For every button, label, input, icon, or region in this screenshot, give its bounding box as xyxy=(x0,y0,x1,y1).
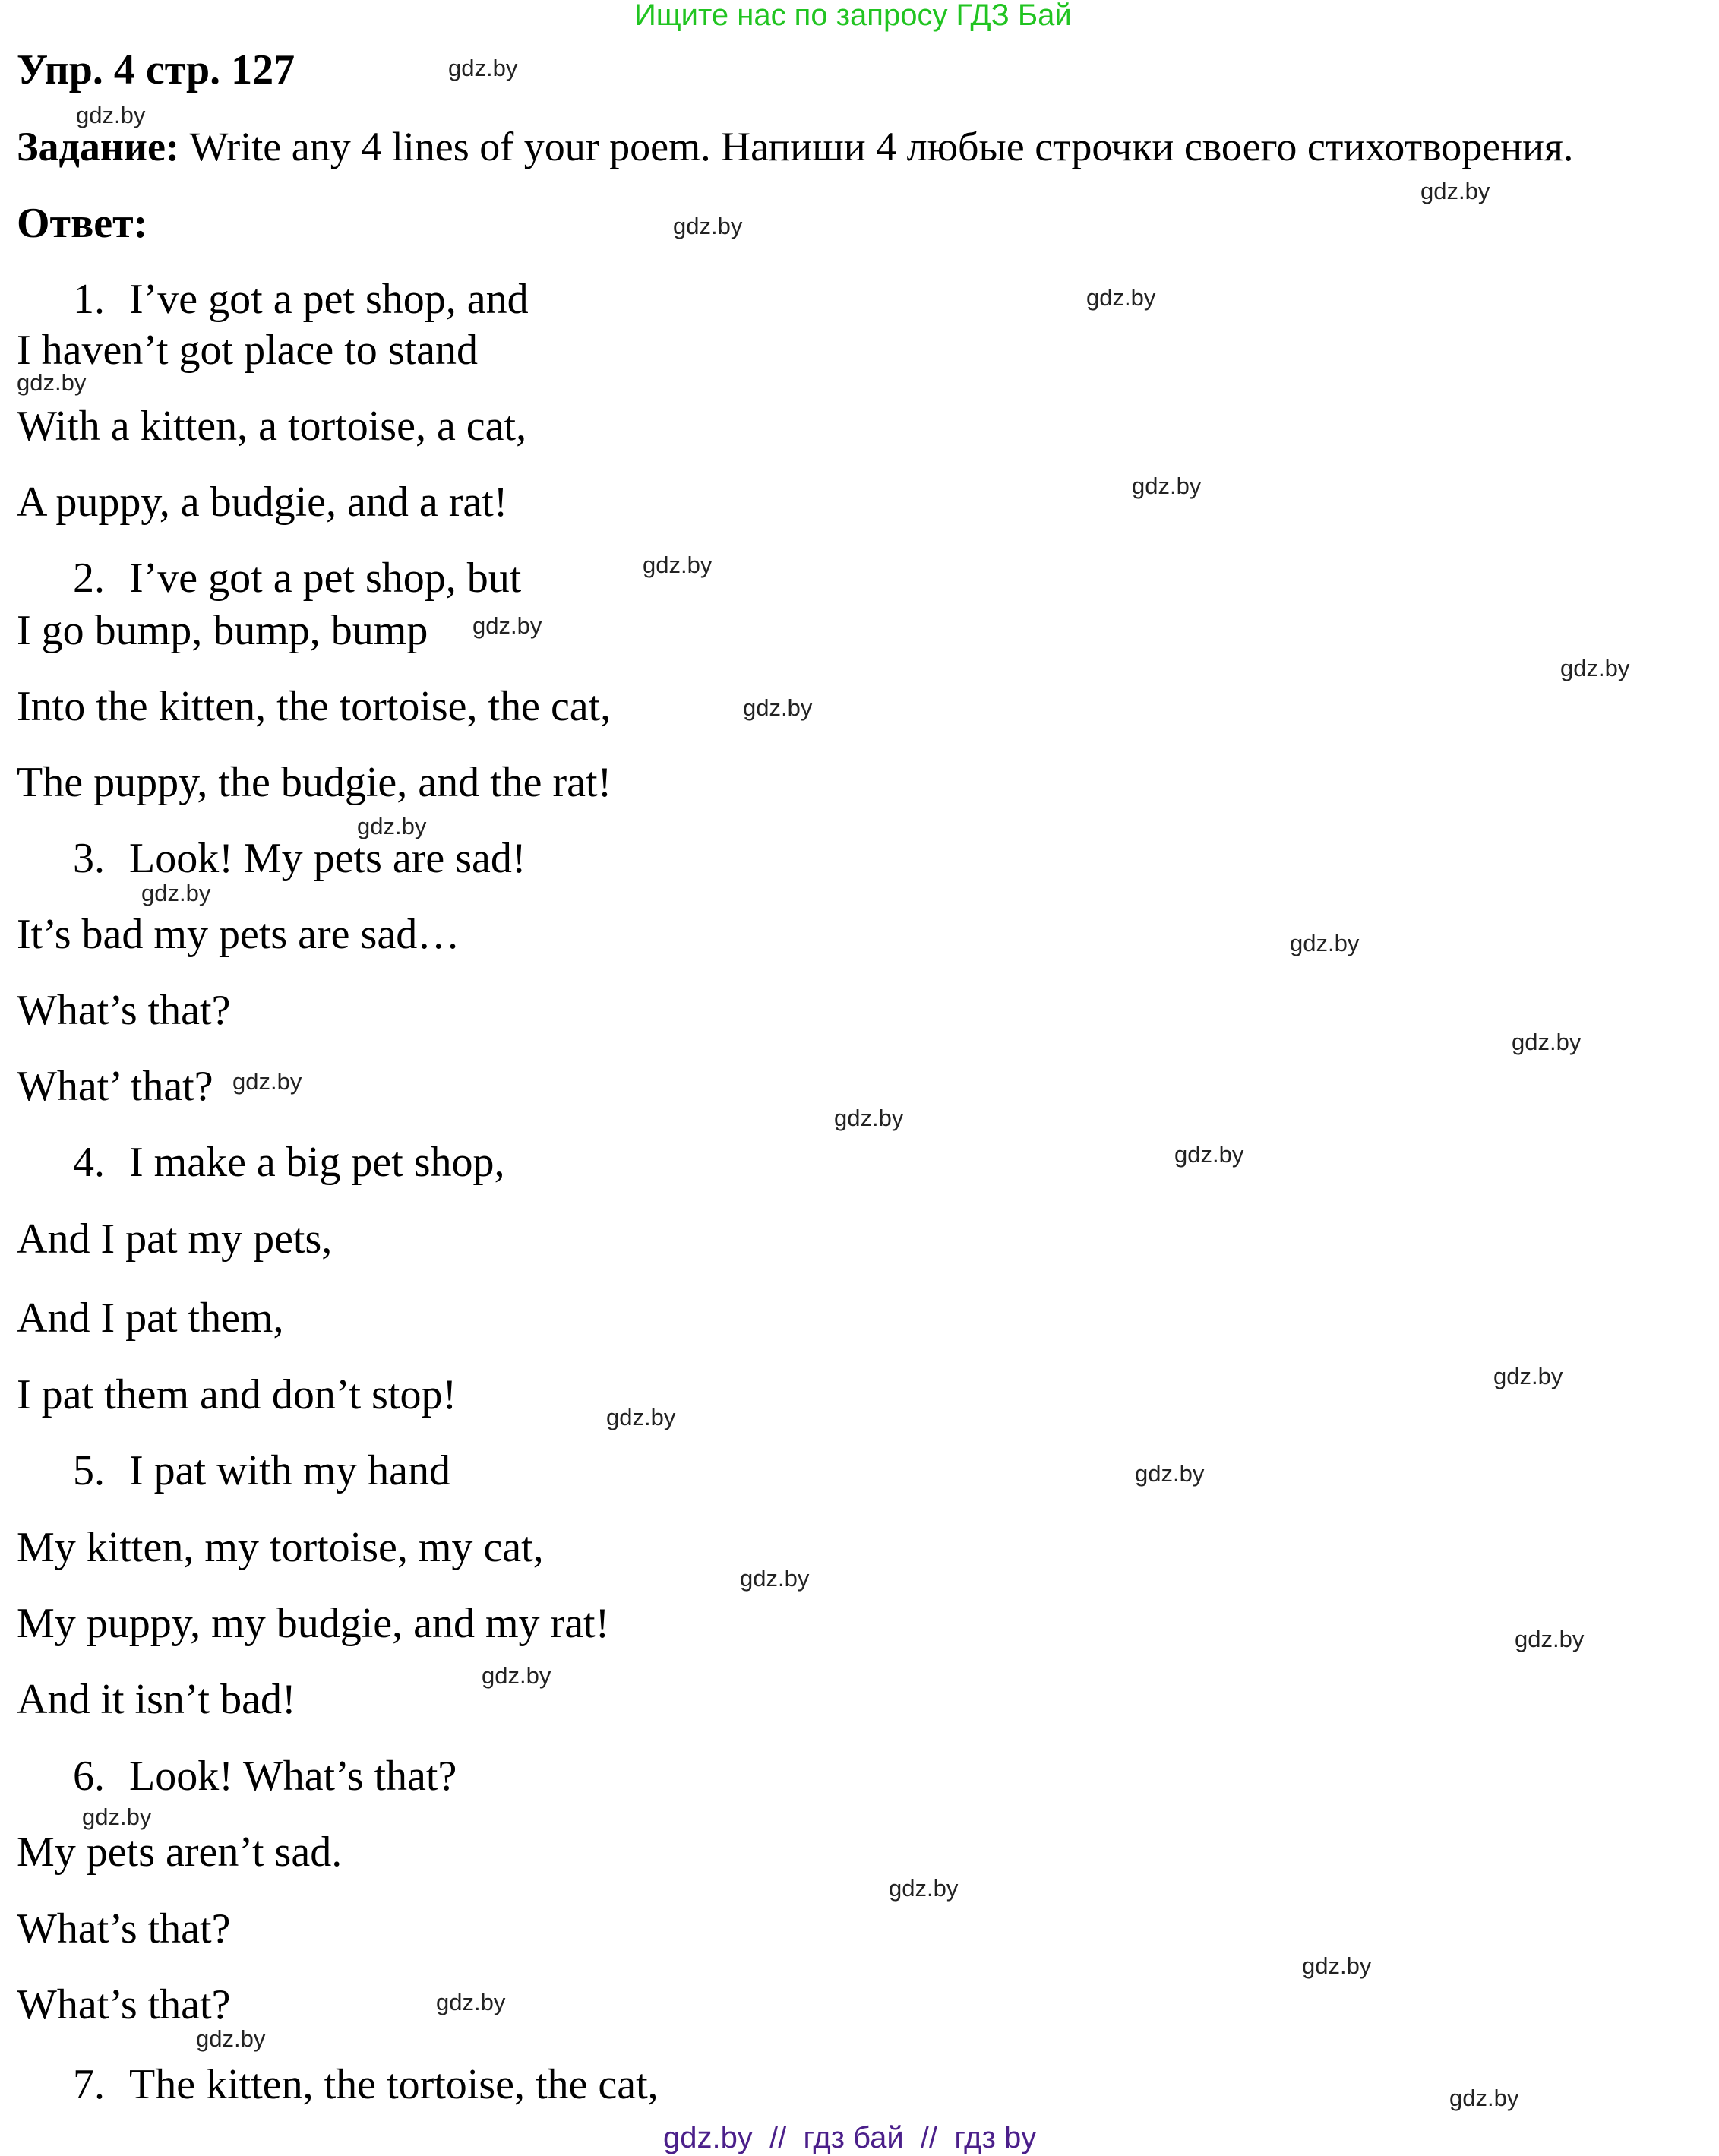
watermark: gdz.by xyxy=(196,2025,266,2052)
watermark: gdz.by xyxy=(1449,2085,1519,2111)
poem-line: The kitten, the tortoise, the cat, xyxy=(129,2061,659,2108)
watermark: gdz.by xyxy=(606,1404,676,1430)
watermark: gdz.by xyxy=(834,1105,904,1131)
stanza-7-number: 7. xyxy=(73,2061,105,2108)
poem-line: Look! My pets are sad! xyxy=(129,835,526,882)
watermark: gdz.by xyxy=(1560,655,1630,681)
stanza-5-line-1 xyxy=(73,1449,450,1492)
watermark: gdz.by xyxy=(472,612,542,639)
stanza-2-line-1 xyxy=(73,555,522,602)
answer-label: Ответ: xyxy=(17,200,148,247)
stanza-3-line-1 xyxy=(73,837,526,880)
watermark: gdz.by xyxy=(1135,1460,1205,1487)
stanza-6-number: 6. xyxy=(73,1753,105,1800)
watermark: gdz.by xyxy=(673,213,743,239)
poem-line: I pat with my hand xyxy=(129,1447,451,1494)
stanza-1-line-1 xyxy=(73,278,529,321)
stanza-5-line-4: And it isn’t bad! xyxy=(17,1676,296,1723)
watermark: gdz.by xyxy=(1515,1626,1585,1652)
stanza-3-line-3: What’s that? xyxy=(17,987,231,1034)
stanza-7-line-1 xyxy=(73,2063,659,2106)
watermark: gdz.by xyxy=(76,102,146,128)
watermark: gdz.by xyxy=(482,1662,551,1689)
watermark: gdz.by xyxy=(1302,1952,1372,1979)
watermark: gdz.by xyxy=(889,1875,959,1902)
stanza-4-line-2: And I pat my pets, xyxy=(17,1216,333,1263)
watermark: gdz.by xyxy=(1420,178,1490,204)
watermark: gdz.by xyxy=(1290,930,1360,956)
footer-links[interactable]: gdz.by // гдз бай // гдз by xyxy=(663,2121,1037,2154)
watermark: gdz.by xyxy=(1493,1363,1563,1389)
stanza-3-number: 3. xyxy=(73,835,105,882)
stanza-2-number: 2. xyxy=(73,555,105,602)
watermark: gdz.by xyxy=(141,880,211,906)
stanza-1-number: 1. xyxy=(73,276,105,323)
watermark: gdz.by xyxy=(448,55,518,81)
watermark: gdz.by xyxy=(1086,284,1156,311)
stanza-4-line-4: I pat them and don’t stop! xyxy=(17,1371,457,1418)
task-line xyxy=(17,126,1573,167)
watermark: gdz.by xyxy=(740,1565,810,1592)
stanza-2-line-4: The puppy, the budgie, and the rat! xyxy=(17,759,612,806)
stanza-3-line-4: What’ that? xyxy=(17,1063,213,1110)
stanza-4-line-1 xyxy=(73,1141,505,1184)
page-title: Упр. 4 стр. 127 xyxy=(17,46,295,93)
stanza-6-line-4: What’s that? xyxy=(17,1981,231,2028)
watermark: gdz.by xyxy=(743,694,813,721)
watermark: gdz.by xyxy=(1132,473,1202,499)
stanza-3-line-2: It’s bad my pets are sad… xyxy=(17,911,460,958)
poem-line: I’ve got a pet shop, and xyxy=(129,276,529,323)
task-text: Write any 4 lines of your poem. Напиши 4 любые строчки своего стихотворения. xyxy=(189,124,1574,169)
stanza-5-line-2: My kitten, my tortoise, my cat, xyxy=(17,1524,544,1571)
stanza-1-line-3: With a kitten, a tortoise, a cat, xyxy=(17,403,527,450)
top-banner[interactable]: Ищите нас по запросу ГДЗ Бай xyxy=(634,0,1072,32)
watermark: gdz.by xyxy=(357,813,427,839)
watermark: gdz.by xyxy=(1512,1029,1582,1055)
watermark: gdz.by xyxy=(232,1068,302,1095)
poem-line: Look! What’s that? xyxy=(129,1753,457,1800)
watermark: gdz.by xyxy=(17,369,87,396)
stanza-6-line-3: What’s that? xyxy=(17,1905,231,1952)
stanza-2-line-2: I go bump, bump, bump xyxy=(17,607,428,654)
task-label: Задание: xyxy=(17,124,179,169)
watermark: gdz.by xyxy=(643,552,713,578)
stanza-5-number: 5. xyxy=(73,1447,105,1494)
stanza-5-line-3: My puppy, my budgie, and my rat! xyxy=(17,1600,610,1647)
watermark: gdz.by xyxy=(436,1989,506,2015)
stanza-2-line-3: Into the kitten, the tortoise, the cat, xyxy=(17,683,611,730)
watermark: gdz.by xyxy=(82,1804,152,1830)
stanza-6-line-2: My pets aren’t sad. xyxy=(17,1829,343,1876)
poem-line: I’ve got a pet shop, but xyxy=(129,555,522,602)
stanza-4-line-3: And I pat them, xyxy=(17,1295,284,1342)
watermark: gdz.by xyxy=(1174,1141,1244,1168)
poem-line: I make a big pet shop, xyxy=(129,1139,505,1186)
stanza-6-line-1 xyxy=(73,1753,457,1800)
stanza-4-number: 4. xyxy=(73,1139,105,1186)
stanza-1-line-4: A puppy, a budgie, and a rat! xyxy=(17,479,508,526)
stanza-1-line-2: I haven’t got place to stand xyxy=(17,327,479,374)
